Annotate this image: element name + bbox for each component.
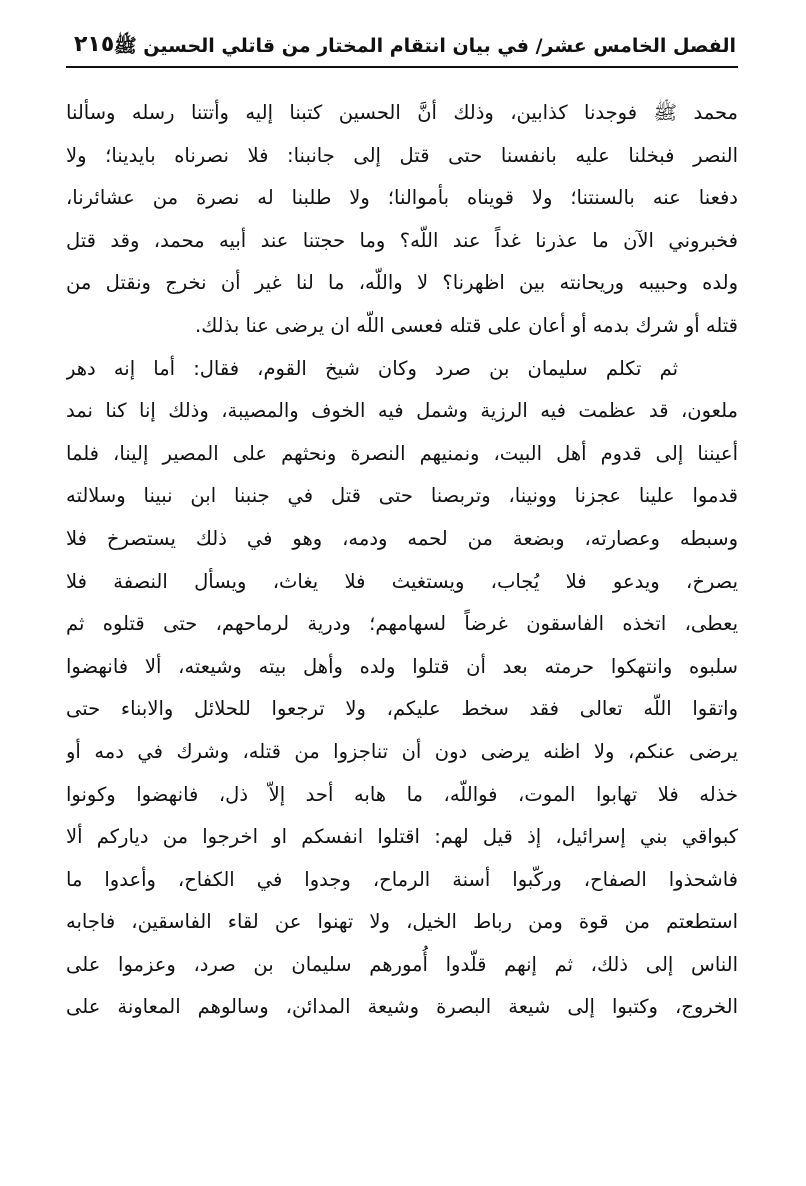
text-line: قتله أو شرك بدمه أو أعان على قتله فعسى اللّه ان يرضى عنا بذلك. [195,313,738,337]
text-line: الناس إلى ذلك، ثم إنهم قلّدوا أُمورهم سليمان بن صرد، وعزموا على [66,952,738,976]
text-line: يعطى، اتخذه الفاسقون غرضاً لسهامهم؛ ودرية لرماحهم، حتى قتلوه ثم [66,612,738,636]
text-line: يصرخ، ويدعو فلا يُجاب، ويستغيث فلا يغاث، ويسأل النصفة فلا [66,569,738,593]
text-line: ولده وحبيبه وريحانته بين اظهرنا؟ لا واللّه، ما لنا غير أن نخرج ونقتل من [66,271,738,295]
text-line: فاشحذوا الصفاح، وركّبوا أسنة الرماح، وجدوا في الكفاح، وأعدوا ما [66,867,738,891]
text-line: استطعتم من قوة ومن رباط الخيل، ولا تهنوا عن لقاء الفاسقين، فاجابه [66,910,738,934]
text-line: خذله فلا تهابوا الموت، فواللّه، ما هابه أحد إلاّ ذل، فانهضوا وكونوا [66,782,738,806]
text-line: الخروج، وكتبوا إلى شيعة البصرة وشيعة المدائن، وسالوهم المعاونة على [66,995,738,1019]
text-line: سلبوه وانتهكوا حرمته بعد أن قتلوا ولده وأهل بيته وشيعته، ألا فانهضوا [66,654,738,678]
text-line: وسبطه وعصارته، وبضعة من لحمه ودمه، وهو في ذلك يستصرخ فلا [66,526,738,550]
text-line: ملعون، قد عظمت فيه الرزية وشمل فيه الخوف والمصيبة، وذلك إنا كنا نمد [66,399,738,423]
text-line: يرضى عنكم، ولا اظنه يرضى دون أن تناجزوا من قتله، وشرك في دمه أو [66,739,738,763]
text-line: قدموا علينا عجزنا وونينا، وتربصنا حتى قتل في جنبنا ابن نبينا وسلالته [66,484,738,508]
body-text [66,92,738,1029]
text-line: أعيننا إلى قدوم أهل البيت، ونمنيهم النصرة ونحثهم على المصير إلينا، فلما [66,441,738,465]
text-line: كبواقي بني إسرائيل، إذ قيل لهم: اقتلوا انفسكم او اخرجوا من دياركم ألا [66,825,738,849]
text-line: النصر فبخلنا عليه بانفسنا حتى قتل إلى جانبنا: فلا نصرناه بايدينا؛ ولا [66,143,738,167]
text-line: ثم تكلم سليمان بن صرد وكان شيخ القوم، فقال: أما إنه دهر [66,356,678,380]
text-line: دفعنا عنه بالسنتنا؛ ولا قويناه بأموالنا؛ ولا طلبنا له نصرة من عشائرنا، [66,186,738,210]
text-line: فخبروني الآن ما عذرنا غداً عند اللّه؟ وما حجتنا عند أبيه محمد، وقد قتل [66,228,738,252]
text-line: محمد ﷺ فوجدنا كذابين، وذلك أنَّ الحسين كتبنا إليه وأتتنا رسله وسألنا [66,101,738,124]
text-line: واتقوا اللّه تعالى فقد سخط عليكم، ولا ترجعوا للحلائل والابناء حتى [66,697,738,721]
page-number: ٢١٥ [74,32,115,57]
running-header [66,30,738,68]
chapter-title: الفصل الخامس عشر/ في بيان انتقام المختار من قاتلي الحسين ﷺ [113,35,736,57]
